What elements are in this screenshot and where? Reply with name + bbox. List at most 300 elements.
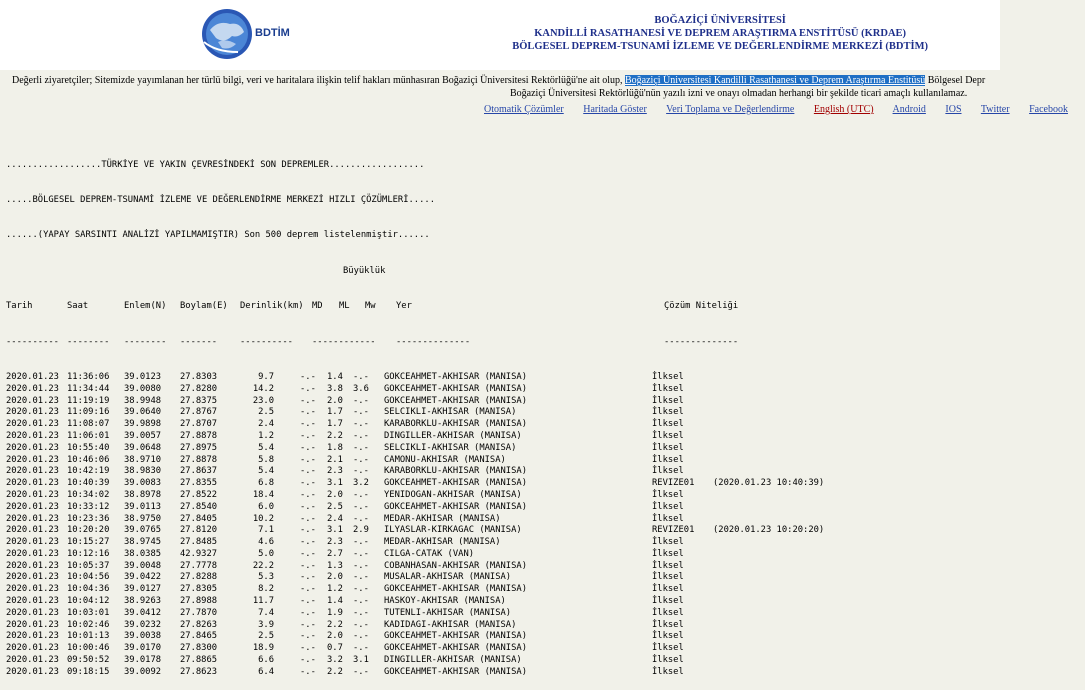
cell-md: -.- — [300, 537, 316, 548]
cell-date: 2020.01.23 — [6, 513, 59, 524]
cell-location: TUTENLI-AKHISAR (MANISA) — [384, 607, 512, 618]
table-row — [6, 561, 843, 573]
table-row — [6, 431, 843, 443]
cell-lat: 39.0640 — [124, 407, 162, 418]
cell-lon: 27.8623 — [180, 666, 218, 677]
divider: -------------- — [396, 336, 471, 347]
cell-solution: İlksel — [652, 548, 684, 559]
cell-lon: 42.9327 — [180, 548, 218, 559]
cell-md: -.- — [300, 584, 316, 595]
cell-lon: 27.8707 — [180, 419, 218, 430]
cell-depth: 18.4 — [252, 489, 274, 500]
cell-lon: 27.8405 — [180, 513, 218, 524]
cell-location: KARABORKLU-AKHISAR (MANISA) — [384, 419, 527, 430]
cell-lon: 27.8305 — [180, 584, 218, 595]
cell-solution: İlksel — [652, 383, 684, 394]
cell-lat: 39.0083 — [124, 478, 162, 489]
cell-date: 2020.01.23 — [6, 371, 59, 382]
cell-solution: İlksel — [652, 513, 684, 524]
cell-date: 2020.01.23 — [6, 430, 59, 441]
cell-md: -.- — [300, 619, 316, 630]
cell-location: GOKCEAHMET-AKHISAR (MANISA) — [384, 501, 527, 512]
cell-location: CAMONU-AKHISAR (MANISA) — [384, 454, 506, 465]
table-row — [6, 667, 843, 679]
cell-mw: -.- — [353, 596, 369, 607]
cell-time: 10:23:36 — [67, 513, 110, 524]
cell-time: 10:03:01 — [67, 607, 110, 618]
cell-time: 10:42:19 — [67, 466, 110, 477]
cell-lat: 39.9898 — [124, 419, 162, 430]
cell-mw: -.- — [353, 584, 369, 595]
cell-depth: 9.7 — [258, 371, 274, 382]
cell-mw: -.- — [353, 572, 369, 583]
cell-date: 2020.01.23 — [6, 383, 59, 394]
cell-md: -.- — [300, 501, 316, 512]
cell-date: 2020.01.23 — [6, 643, 59, 654]
table-row — [6, 466, 843, 478]
cell-depth: 6.6 — [258, 655, 274, 666]
table-row — [6, 372, 843, 384]
cell-ml: 3.1 — [327, 525, 343, 536]
cell-lat: 39.0648 — [124, 442, 162, 453]
cell-lon: 27.8878 — [180, 430, 218, 441]
cell-ml: 2.0 — [327, 395, 343, 406]
cell-lon: 27.8637 — [180, 466, 218, 477]
cell-date: 2020.01.23 — [6, 666, 59, 677]
cell-date: 2020.01.23 — [6, 454, 59, 465]
cell-ml: 2.1 — [327, 454, 343, 465]
cell-location: GOKCEAHMET-AKHISAR (MANISA) — [384, 584, 527, 595]
cell-ml: 2.2 — [327, 430, 343, 441]
col-location: Yer — [396, 301, 412, 312]
cell-depth: 4.6 — [258, 537, 274, 548]
cell-md: -.- — [300, 513, 316, 524]
logo-text: BDTİM — [255, 27, 290, 39]
cell-time: 10:04:12 — [67, 596, 110, 607]
cell-lon: 27.8988 — [180, 596, 218, 607]
cell-lat: 39.0422 — [124, 572, 162, 583]
cell-lat: 38.9750 — [124, 513, 162, 524]
col-ml: ML — [339, 301, 350, 312]
cell-location: GOKCEAHMET-AKHISAR (MANISA) — [384, 643, 527, 654]
cell-depth: 5.4 — [258, 442, 274, 453]
bdtim-globe-logo[interactable] — [198, 8, 256, 60]
cell-location: CILGA-CATAK (VAN) — [384, 548, 475, 559]
nav-show-on-map[interactable]: Haritada Göster — [583, 104, 647, 115]
cell-date: 2020.01.23 — [6, 596, 59, 607]
cell-time: 10:40:39 — [67, 478, 110, 489]
cell-solution: İlksel — [652, 631, 684, 642]
cell-lat: 39.0178 — [124, 655, 162, 666]
cell-ml: 2.5 — [327, 501, 343, 512]
divider: -------- — [124, 336, 167, 347]
cell-md: -.- — [300, 525, 316, 536]
cell-mw: -.- — [353, 454, 369, 465]
col-depth: Derinlik(km) — [240, 301, 304, 312]
cell-ml: 1.4 — [327, 596, 343, 607]
cell-depth: 5.3 — [258, 572, 274, 583]
cell-date: 2020.01.23 — [6, 655, 59, 666]
cell-date: 2020.01.23 — [6, 584, 59, 595]
cell-solution: REVIZE01 — [652, 478, 695, 489]
cell-solution: İlksel — [652, 643, 684, 654]
cell-time: 11:34:44 — [67, 383, 110, 394]
cell-ml: 2.0 — [327, 572, 343, 583]
cell-location: GOKCEAHMET-AKHISAR (MANISA) — [384, 478, 527, 489]
institution-titles — [512, 14, 928, 53]
cell-mw: -.- — [353, 619, 369, 630]
cell-depth: 14.2 — [252, 383, 274, 394]
cell-md: -.- — [300, 607, 316, 618]
cell-lon: 27.7778 — [180, 560, 218, 571]
cell-lat: 38.9745 — [124, 537, 162, 548]
table-header — [6, 301, 843, 313]
cell-mw: -.- — [353, 560, 369, 571]
cell-depth: 5.4 — [258, 466, 274, 477]
cell-depth: 8.2 — [258, 584, 274, 595]
cell-depth: 3.9 — [258, 619, 274, 630]
cell-location: HASKOY-AKHISAR (MANISA) — [384, 596, 506, 607]
cell-lat: 39.0080 — [124, 383, 162, 394]
cell-mw: -.- — [353, 643, 369, 654]
title-university: BOĞAZİÇİ ÜNİVERSİTESİ — [654, 15, 786, 26]
col-md: MD — [312, 301, 323, 312]
cell-lon: 27.8485 — [180, 537, 218, 548]
cell-md: -.- — [300, 489, 316, 500]
cell-md: -.- — [300, 655, 316, 666]
table-row — [6, 407, 843, 419]
divider: ---------- — [6, 336, 59, 347]
cell-location: GOKCEAHMET-AKHISAR (MANISA) — [384, 371, 527, 382]
cell-location: MEDAR-AKHISAR (MANISA) — [384, 537, 501, 548]
nav-twitter[interactable]: Twitter — [980, 104, 1010, 115]
table-row — [6, 419, 843, 431]
cell-mw: 3.1 — [353, 655, 369, 666]
divider: ------- — [180, 336, 218, 347]
cell-lon: 27.8975 — [180, 442, 218, 453]
cell-md: -.- — [300, 631, 316, 642]
cell-location: SELCIKLI-AKHISAR (MANISA) — [384, 442, 517, 453]
cell-depth: 11.7 — [252, 596, 274, 607]
cell-time: 10:12:16 — [67, 548, 110, 559]
notice-line-2: Boğaziçi Üniversitesi Rektörlüğü'nün yazılı izni ve onayı olmadan herhangi bir şekilde ticari amaçlı kullanılamaz. — [510, 88, 968, 99]
cell-revision: (2020.01.23 10:40:39) — [713, 478, 825, 489]
col-mw: Mw — [365, 301, 376, 312]
cell-time: 10:15:27 — [67, 537, 110, 548]
col-date: Tarih — [6, 301, 33, 312]
cell-ml: 2.4 — [327, 513, 343, 524]
cell-md: -.- — [300, 383, 316, 394]
cell-lon: 27.8280 — [180, 383, 218, 394]
cell-solution: İlksel — [652, 430, 684, 441]
cell-lon: 27.8878 — [180, 454, 218, 465]
cell-solution: İlksel — [652, 666, 684, 677]
cell-time: 09:50:52 — [67, 655, 110, 666]
cell-time: 10:55:40 — [67, 442, 110, 453]
cell-ml: 1.8 — [327, 442, 343, 453]
table-row — [6, 502, 843, 514]
table-row — [6, 514, 843, 526]
cell-md: -.- — [300, 442, 316, 453]
cell-date: 2020.01.23 — [6, 560, 59, 571]
cell-date: 2020.01.23 — [6, 419, 59, 430]
cell-date: 2020.01.23 — [6, 395, 59, 406]
cell-depth: 22.2 — [252, 560, 274, 571]
divider: ------------ — [312, 336, 376, 347]
table-row — [6, 478, 843, 490]
cell-md: -.- — [300, 643, 316, 654]
cell-lat: 39.0127 — [124, 584, 162, 595]
cell-depth: 2.4 — [258, 419, 274, 430]
cell-solution: İlksel — [652, 466, 684, 477]
cell-ml: 3.1 — [327, 478, 343, 489]
cell-time: 10:33:12 — [67, 501, 110, 512]
cell-mw: -.- — [353, 442, 369, 453]
cell-date: 2020.01.23 — [6, 478, 59, 489]
cell-location: MEDAR-AKHISAR (MANISA) — [384, 513, 501, 524]
cell-lon: 27.8288 — [180, 572, 218, 583]
cell-md: -.- — [300, 560, 316, 571]
cell-mw: -.- — [353, 407, 369, 418]
cell-solution: İlksel — [652, 371, 684, 382]
cell-date: 2020.01.23 — [6, 407, 59, 418]
cell-solution: İlksel — [652, 596, 684, 607]
magnitude-label: Büyüklük — [343, 265, 386, 276]
cell-lon: 27.7870 — [180, 607, 218, 618]
nav-links — [484, 104, 1085, 115]
table-row — [6, 572, 843, 584]
table-row — [6, 620, 843, 632]
cell-ml: 3.2 — [327, 655, 343, 666]
cell-time: 11:08:07 — [67, 419, 110, 430]
cell-lon: 27.8303 — [180, 371, 218, 382]
cell-location: COBANHASAN-AKHISAR (MANISA) — [384, 560, 527, 571]
table-row — [6, 549, 843, 561]
cell-depth: 23.0 — [252, 395, 274, 406]
magnitude-group-header — [6, 266, 843, 278]
cell-solution: İlksel — [652, 537, 684, 548]
cell-ml: 2.0 — [327, 631, 343, 642]
cell-lat: 38.9263 — [124, 596, 162, 607]
cell-solution: İlksel — [652, 489, 684, 500]
table-row — [6, 537, 843, 549]
cell-ml: 2.2 — [327, 666, 343, 677]
cell-mw: -.- — [353, 489, 369, 500]
cell-date: 2020.01.23 — [6, 537, 59, 548]
cell-date: 2020.01.23 — [6, 572, 59, 583]
cell-md: -.- — [300, 572, 316, 583]
cell-lon: 27.8865 — [180, 655, 218, 666]
cell-ml: 1.9 — [327, 607, 343, 618]
cell-date: 2020.01.23 — [6, 548, 59, 559]
cell-solution: İlksel — [652, 454, 684, 465]
cell-time: 10:04:36 — [67, 584, 110, 595]
cell-mw: -.- — [353, 537, 369, 548]
notice-suffix: Bölgesel Depr — [925, 75, 986, 86]
cell-solution: İlksel — [652, 442, 684, 453]
cell-lon: 27.8120 — [180, 525, 218, 536]
site-header — [0, 0, 1000, 70]
nav-english[interactable]: English (UTC) — [813, 104, 874, 115]
cell-lat: 39.0038 — [124, 631, 162, 642]
cell-lat: 39.0048 — [124, 560, 162, 571]
cell-location: GOKCEAHMET-AKHISAR (MANISA) — [384, 395, 527, 406]
cell-time: 11:36:06 — [67, 371, 110, 382]
cell-lon: 27.8355 — [180, 478, 218, 489]
cell-location: DINGILLER-AKHISAR (MANISA) — [384, 430, 522, 441]
table-row — [6, 396, 843, 408]
cell-depth: 10.2 — [252, 513, 274, 524]
cell-solution: İlksel — [652, 407, 684, 418]
nav-facebook[interactable]: Facebook — [1029, 104, 1068, 115]
cell-md: -.- — [300, 371, 316, 382]
cell-time: 10:34:02 — [67, 489, 110, 500]
cell-lat: 39.0123 — [124, 371, 162, 382]
table-row — [6, 525, 843, 537]
cell-mw: -.- — [353, 395, 369, 406]
cell-time: 11:09:16 — [67, 407, 110, 418]
cell-depth: 7.4 — [258, 607, 274, 618]
cell-time: 10:05:37 — [67, 560, 110, 571]
table-row — [6, 643, 843, 655]
cell-depth: 6.4 — [258, 666, 274, 677]
cell-solution: İlksel — [652, 419, 684, 430]
cell-time: 10:20:20 — [67, 525, 110, 536]
cell-mw: -.- — [353, 501, 369, 512]
cell-mw: -.- — [353, 631, 369, 642]
cell-ml: 1.7 — [327, 419, 343, 430]
cell-depth: 18.9 — [252, 643, 274, 654]
col-lat: Enlem(N) — [124, 301, 167, 312]
cell-solution: İlksel — [652, 572, 684, 583]
cell-md: -.- — [300, 466, 316, 477]
title-center: BÖLGESEL DEPREM-TSUNAMİ İZLEME VE DEĞERLENDİRME MERKEZİ (BDTİM) — [512, 41, 928, 52]
cell-ml: 1.7 — [327, 407, 343, 418]
cell-md: -.- — [300, 454, 316, 465]
cell-time: 10:01:13 — [67, 631, 110, 642]
cell-lon: 27.8465 — [180, 631, 218, 642]
cell-lat: 39.0765 — [124, 525, 162, 536]
cell-time: 11:19:19 — [67, 395, 110, 406]
cell-ml: 0.7 — [327, 643, 343, 654]
cell-lat: 38.0385 — [124, 548, 162, 559]
cell-location: GOKCEAHMET-AKHISAR (MANISA) — [384, 666, 527, 677]
divider: ---------- — [240, 336, 293, 347]
cell-ml: 3.8 — [327, 383, 343, 394]
earthquake-listing — [6, 136, 843, 690]
cell-md: -.- — [300, 395, 316, 406]
table-row — [6, 384, 843, 396]
table-row — [6, 455, 843, 467]
cell-solution: REVIZE01 — [652, 525, 695, 536]
cell-ml: 2.0 — [327, 489, 343, 500]
cell-md: -.- — [300, 419, 316, 430]
table-row — [6, 631, 843, 643]
cell-ml: 1.2 — [327, 584, 343, 595]
nav-automatic-solutions[interactable]: Otomatik Çözümler — [484, 104, 564, 115]
cell-md: -.- — [300, 596, 316, 607]
nav-android[interactable]: Android — [892, 104, 926, 115]
cell-md: -.- — [300, 478, 316, 489]
cell-mw: -.- — [353, 430, 369, 441]
cell-date: 2020.01.23 — [6, 607, 59, 618]
cell-lon: 27.8375 — [180, 395, 218, 406]
banner-line-3: ......(YAPAY SARSINTI ANALİZİ YAPILMAMIŞTIR) Son 500 deprem listelenmiştir...... — [6, 230, 430, 241]
cell-mw: -.- — [353, 666, 369, 677]
cell-solution: İlksel — [652, 501, 684, 512]
cell-lat: 39.0170 — [124, 643, 162, 654]
divider: -------------- — [664, 336, 739, 347]
cell-depth: 6.8 — [258, 478, 274, 489]
nav-ios[interactable]: IOS — [945, 104, 962, 115]
cell-depth: 2.5 — [258, 631, 274, 642]
cell-mw: -.- — [353, 548, 369, 559]
cell-mw: -.- — [353, 607, 369, 618]
cell-date: 2020.01.23 — [6, 525, 59, 536]
cell-revision: (2020.01.23 10:20:20) — [713, 525, 825, 536]
cell-md: -.- — [300, 548, 316, 559]
cell-date: 2020.01.23 — [6, 619, 59, 630]
cell-ml: 2.3 — [327, 537, 343, 548]
title-observatory: KANDİLLİ RASATHANESİ VE DEPREM ARAŞTIRMA ENSTİTÜSÜ (KRDAE) — [534, 28, 907, 39]
cell-location: DINGILLER-AKHISAR (MANISA) — [384, 655, 522, 666]
cell-lat: 39.0412 — [124, 607, 162, 618]
divider: -------- — [67, 336, 110, 347]
cell-mw: 3.2 — [353, 478, 369, 489]
cell-time: 10:02:46 — [67, 619, 110, 630]
cell-lat: 39.0232 — [124, 619, 162, 630]
cell-solution: İlksel — [652, 584, 684, 595]
notice-prefix: Değerli ziyaretçiler; Sitemizde yayımlanan her türlü bilgi, veri ve haritalara ilişkin telif hakları münhasıran Boğaziçi Üniversitesi Rektörlüğü'ne ait olup, — [12, 75, 625, 86]
col-solution: Çözüm Niteliği — [664, 301, 739, 312]
cell-location: GOKCEAHMET-AKHISAR (MANISA) — [384, 631, 527, 642]
cell-date: 2020.01.23 — [6, 442, 59, 453]
cell-date: 2020.01.23 — [6, 501, 59, 512]
cell-lon: 27.8540 — [180, 501, 218, 512]
cell-location: ILYASLAR-KIRKAGAC (MANISA) — [384, 525, 522, 536]
nav-data-collection[interactable]: Veri Toplama ve Değerlendirme — [666, 104, 795, 115]
cell-solution: İlksel — [652, 655, 684, 666]
cell-lon: 27.8300 — [180, 643, 218, 654]
cell-lon: 27.8522 — [180, 489, 218, 500]
cell-mw: -.- — [353, 466, 369, 477]
col-lon: Boylam(E) — [180, 301, 228, 312]
cell-location: KADIDAGI-AKHISAR (MANISA) — [384, 619, 517, 630]
cell-ml: 1.3 — [327, 560, 343, 571]
cell-location: YENIDOGAN-AKHISAR (MANISA) — [384, 489, 522, 500]
cell-mw: 3.6 — [353, 383, 369, 394]
cell-solution: İlksel — [652, 560, 684, 571]
cell-depth: 1.2 — [258, 430, 274, 441]
cell-lat: 38.9830 — [124, 466, 162, 477]
cell-ml: 2.3 — [327, 466, 343, 477]
cell-location: GOKCEAHMET-AKHISAR (MANISA) — [384, 383, 527, 394]
cell-mw: -.- — [353, 371, 369, 382]
banner-line-2: .....BÖLGESEL DEPREM-TSUNAMİ İZLEME VE DEĞERLENDİRME MERKEZİ HIZLI ÇÖZÜMLERİ..... — [6, 194, 435, 205]
cell-lat: 39.0113 — [124, 501, 162, 512]
notice-highlight-link[interactable]: Boğaziçi Üniversitesi Kandilli Rasathanesi ve Deprem Araştırma Enstitüsü — [625, 75, 926, 86]
cell-depth: 2.5 — [258, 407, 274, 418]
cell-depth: 7.1 — [258, 525, 274, 536]
cell-ml: 1.4 — [327, 371, 343, 382]
cell-time: 10:46:06 — [67, 454, 110, 465]
cell-lat: 38.9948 — [124, 395, 162, 406]
cell-ml: 2.7 — [327, 548, 343, 559]
cell-date: 2020.01.23 — [6, 489, 59, 500]
banner-line-1: ..................TÜRKİYE VE YAKIN ÇEVRESİNDEKİ SON DEPREMLER.................. — [6, 159, 425, 170]
cell-ml: 2.2 — [327, 619, 343, 630]
cell-solution: İlksel — [652, 607, 684, 618]
